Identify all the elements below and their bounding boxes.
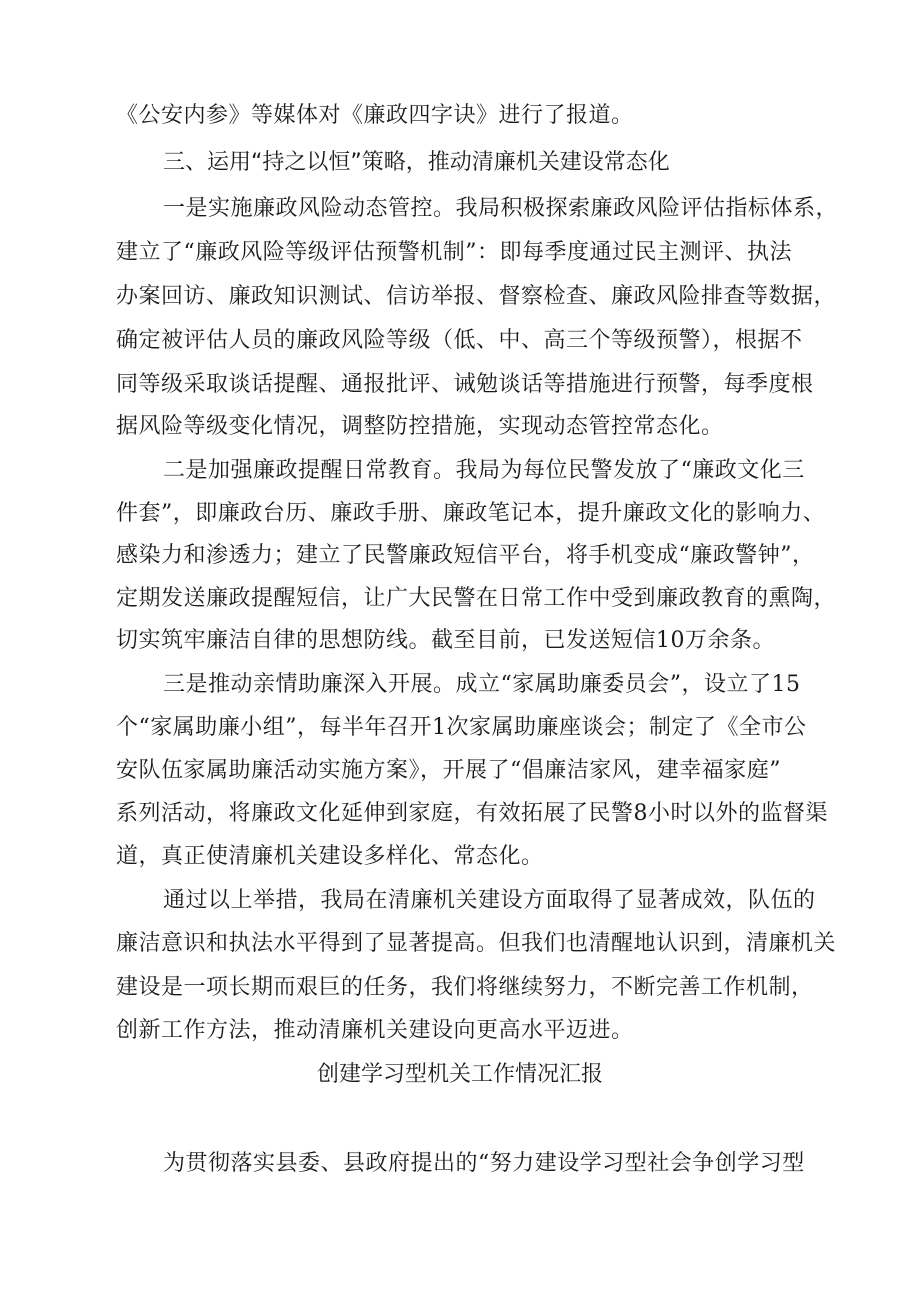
paragraph-line: 通过以上举措，我局在清廉机关建设方面取得了显著成效，队伍的 (163, 888, 816, 913)
paragraph-line: 安队伍家属助廉活动实施方案》，开展了“倡廉洁家风，建幸福家庭” (116, 758, 781, 783)
paragraph-line: 廉洁意识和执法水平得到了显著提高。但我们也清醒地认识到，清廉机关 (116, 931, 837, 956)
paragraph-line: 件套”，即廉政台历、廉政手册、廉政笔记本，提升廉政文化的影响力、 (116, 501, 826, 526)
paragraph-line: 道，真正使清廉机关建设多样化、常态化。 (116, 844, 544, 869)
paragraph-line: 创新工作方法，推动清廉机关建设向更高水平迈进。 (116, 1018, 634, 1043)
paragraph-line: 一是实施廉政风险动态管控。我局积极探索廉政风险评估指标体系， (163, 196, 839, 221)
intro-tail-line: 《公安内参》等媒体对《廉政四字诀》进行了报道。 (116, 103, 634, 128)
paragraph-line: 确定被评估人员的廉政风险等级（低、中、高三个等级预警），根据不 (116, 328, 803, 353)
section-heading: 三、运用“持之以恒”策略，推动清廉机关建设常态化 (163, 150, 670, 175)
paragraph-line: 二是加强廉政提醒日常教育。我局为每位民警发放了“廉政文化三 (163, 458, 805, 483)
paragraph-line: 据风险等级变化情况，调整防控措施，实现动态管控常态化。 (116, 414, 724, 439)
report-title: 创建学习型机关工作情况汇报 (316, 1062, 603, 1087)
paragraph-line: 定期发送廉政提醒短信，让广大民警在日常工作中受到廉政教育的熏陶， (116, 586, 837, 611)
paragraph-line: 系列活动，将廉政文化延伸到家庭，有效拓展了民警8小时以外的监督渠 (116, 801, 828, 826)
paragraph-line: 为贯彻落实县委、县政府提出的“努力建设学习型社会争创学习型 (163, 1151, 805, 1176)
paragraph-line: 同等级采取谈话提醒、通报批评、诫勉谈话等措施进行预警，每季度根 (116, 372, 814, 397)
paragraph-line: 办案回访、廉政知识测试、信访举报、督察检查、廉政风险排查等数据， (116, 284, 837, 309)
paragraph-line: 三是推动亲情助廉深入开展。成立“家属助廉委员会”，设立了15 (163, 672, 801, 697)
paragraph-line: 个“家属助廉小组”，每半年召开1次家属助廉座谈会；制定了《全市公 (116, 715, 807, 740)
paragraph-line: 建立了“廉政风险等级评估预警机制”：即每季度通过民主测评、执法 (116, 240, 792, 265)
paragraph-line: 切实筑牢廉洁自律的思想防线。截至目前，已发送短信10万余条。 (116, 628, 775, 653)
paragraph-line: 建设是一项长期而艰巨的任务，我们将继续努力，不断完善工作机制， (116, 975, 814, 1000)
paragraph-line: 感染力和渗透力；建立了民警廉政短信平台，将手机变成“廉政警钟”， (116, 543, 815, 568)
